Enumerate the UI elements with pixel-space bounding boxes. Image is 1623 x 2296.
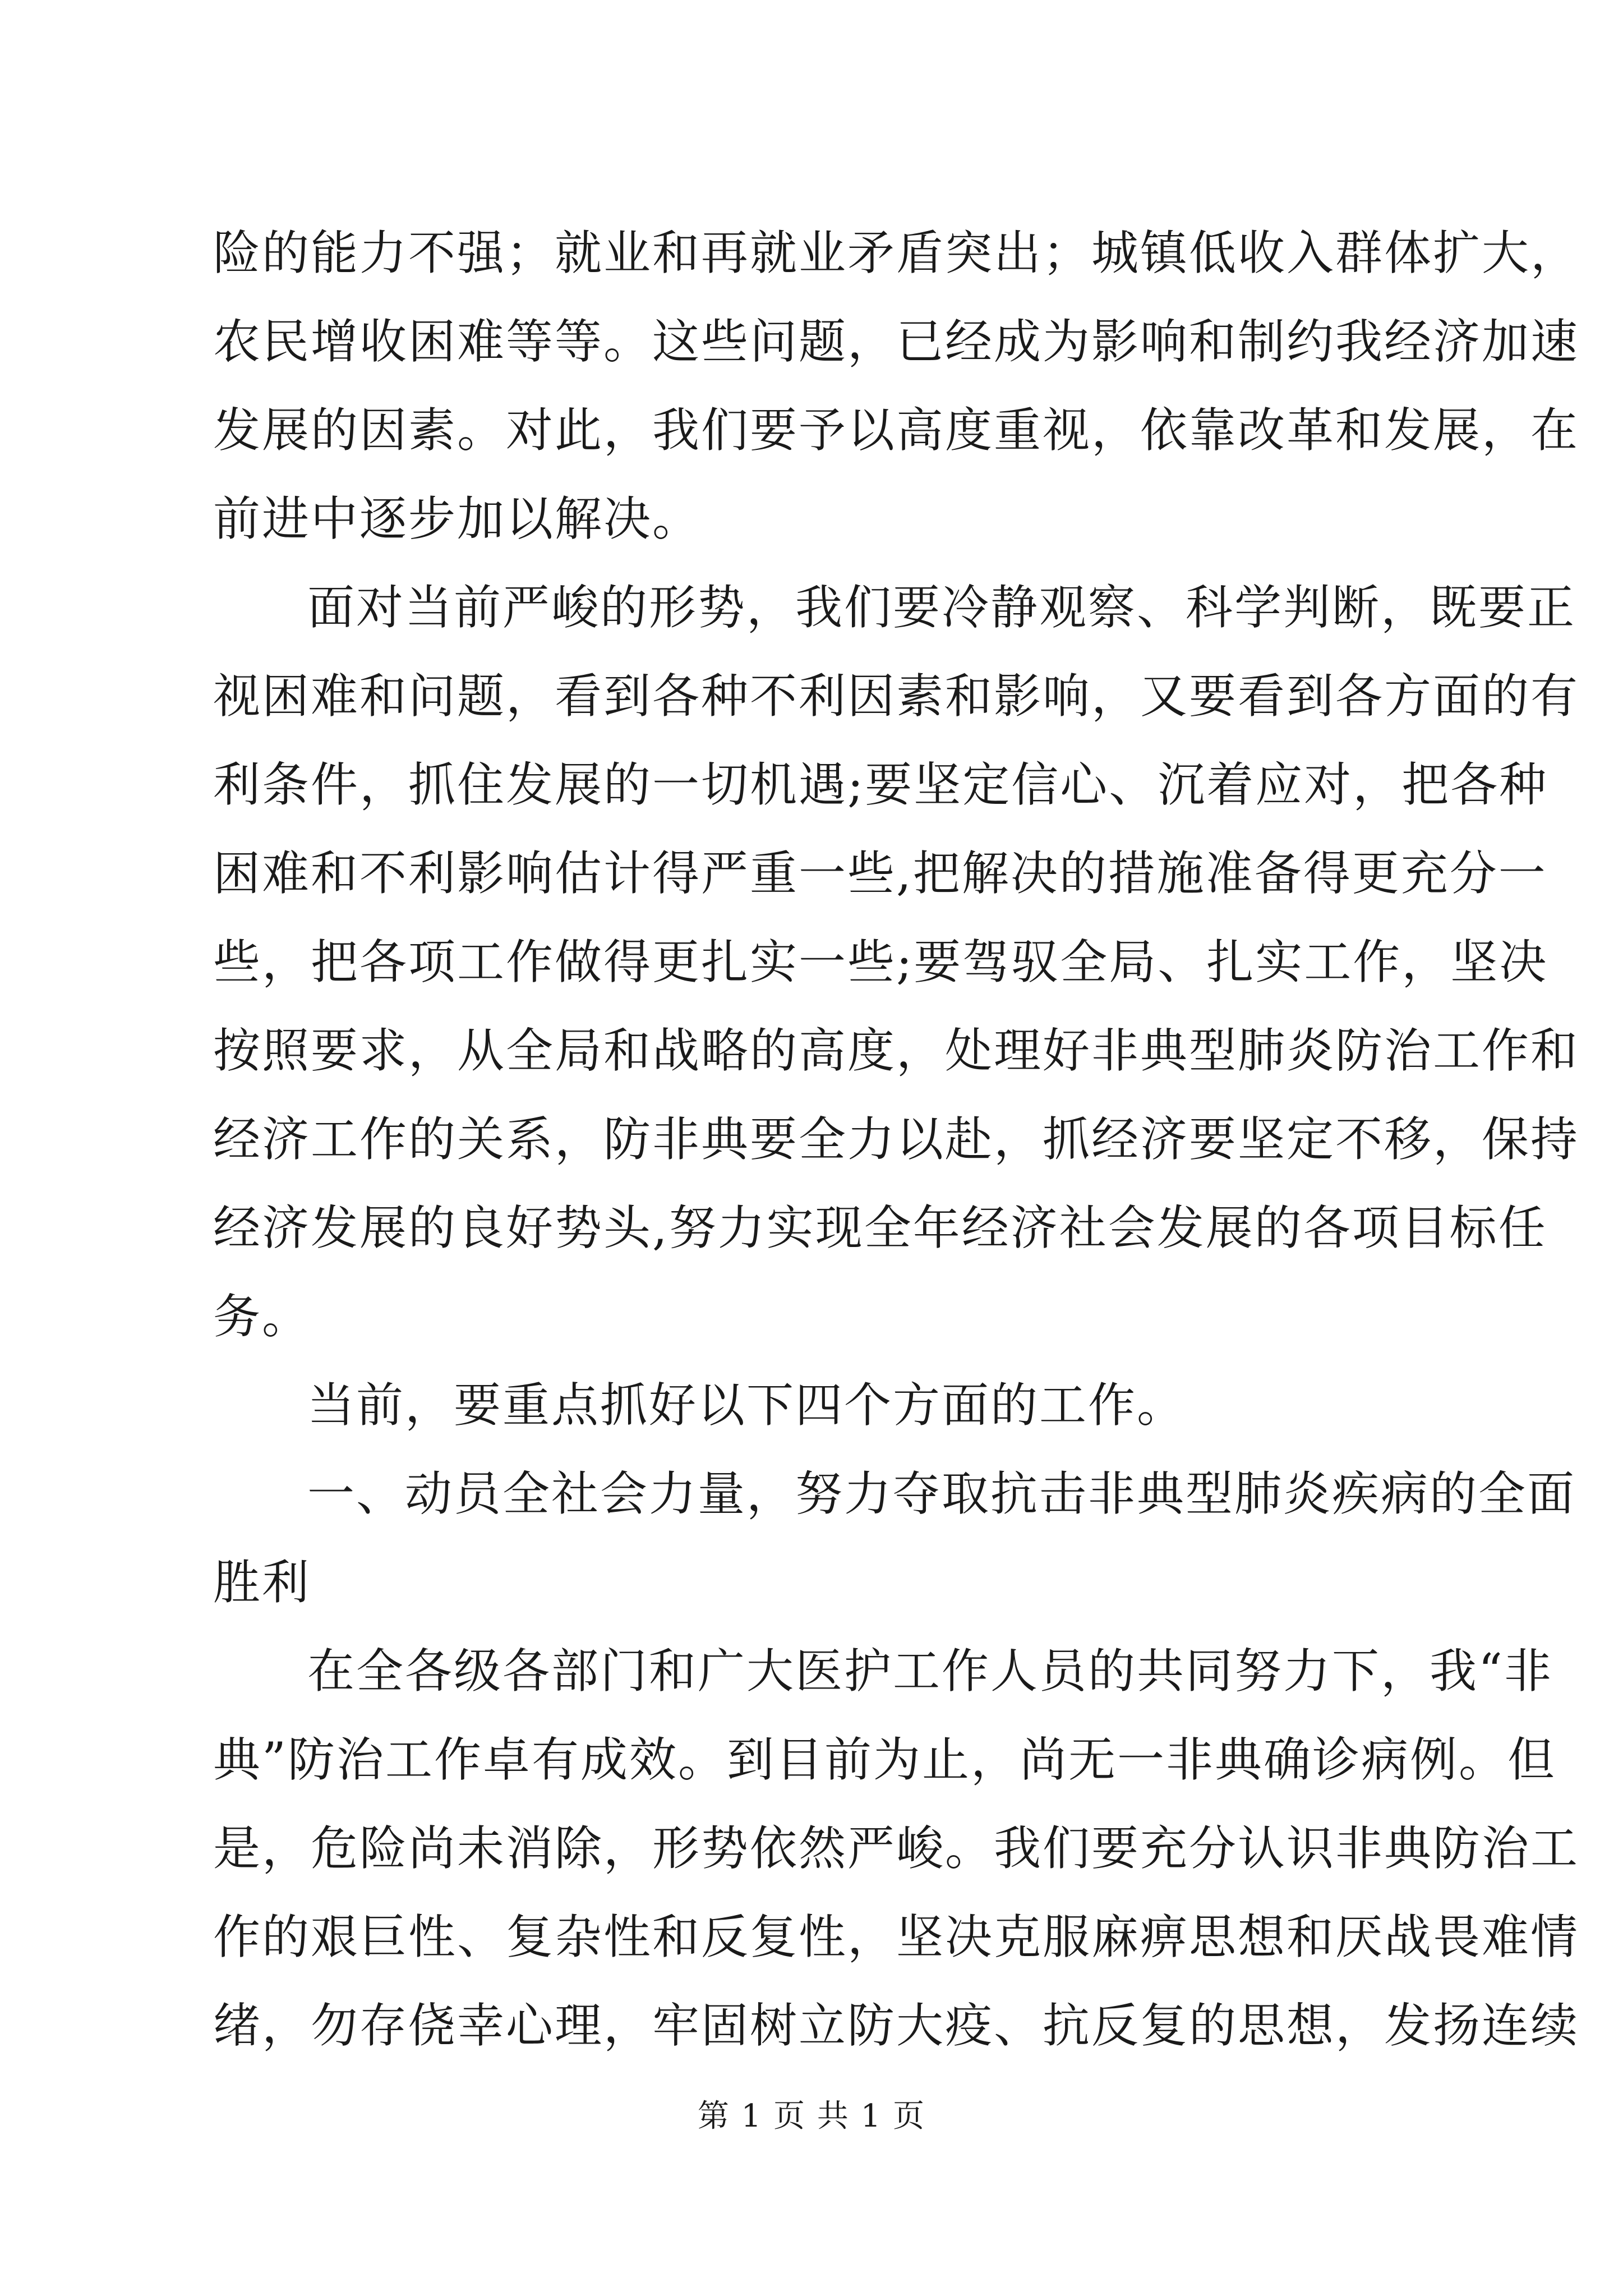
text-line: 发展的因素。对此，我们要予以高度重视，依靠改革和发展，在 (213, 403, 1580, 458)
text-line: 务。 (213, 1289, 311, 1344)
text-line: 按照要求，从全局和战略的高度，处理好非典型肺炎防治工作和 (213, 1023, 1580, 1078)
body-text (213, 209, 1580, 2070)
text-line: 农民增收困难等等。这些问题，已经成为影响和制约我经济加速 (213, 314, 1580, 369)
text-line: 作的艰巨性、复杂性和反复性，坚决克服麻痹思想和厌战畏难情 (213, 1910, 1580, 1964)
text-line: 经济发展的良好势头,努力实现全年经济社会发展的各项目标任 (213, 1200, 1547, 1255)
page-footer (0, 2097, 1623, 2136)
text-line: 是，危险尚未消除，形势依然严峻。我们要充分认识非典防治工 (213, 1821, 1580, 1876)
text-line: 困难和不利影响估计得严重一些,把解决的措施准备得更充分一 (213, 846, 1547, 901)
text-line: 利条件，抓住发展的一切机遇;要坚定信心、沉着应对，把各种 (213, 757, 1548, 812)
paragraph-start-line: 当前，要重点抓好以下四个方面的工作。 (307, 1378, 1186, 1433)
page-number-label: 第 1 页 共 1 页 (697, 2098, 926, 2134)
section-heading-line: 一、动员全社会力量，努力夺取抗击非典型肺炎疾病的全面 (307, 1466, 1576, 1521)
text-line: 险的能力不强；就业和再就业矛盾突出；城镇低收入群体扩大， (213, 226, 1580, 280)
text-line: 视困难和问题，看到各种不利因素和影响，又要看到各方面的有 (213, 669, 1580, 724)
paragraph-start-line: 面对当前严峻的形势，我们要冷静观察、科学判断，既要正 (307, 580, 1576, 635)
paragraph-start-line: 在全各级各部门和广大医护工作人员的共同努力下，我“非 (307, 1644, 1553, 1699)
text-line: 前进中逐步加以解决。 (213, 491, 702, 546)
text-line: 些，把各项工作做得更扎实一些;要驾驭全局、扎实工作，坚决 (213, 935, 1548, 990)
text-line: 绪，勿存侥幸心理，牢固树立防大疫、抗反复的思想，发扬连续 (213, 1998, 1580, 2053)
text-line: 典”防治工作卓有成效。到目前为止，尚无一非典确诊病例。但 (213, 1732, 1556, 1787)
text-line: 经济工作的关系，防非典要全力以赴，抓经济要坚定不移，保持 (213, 1112, 1580, 1167)
section-heading-line: 胜利 (213, 1555, 311, 1610)
